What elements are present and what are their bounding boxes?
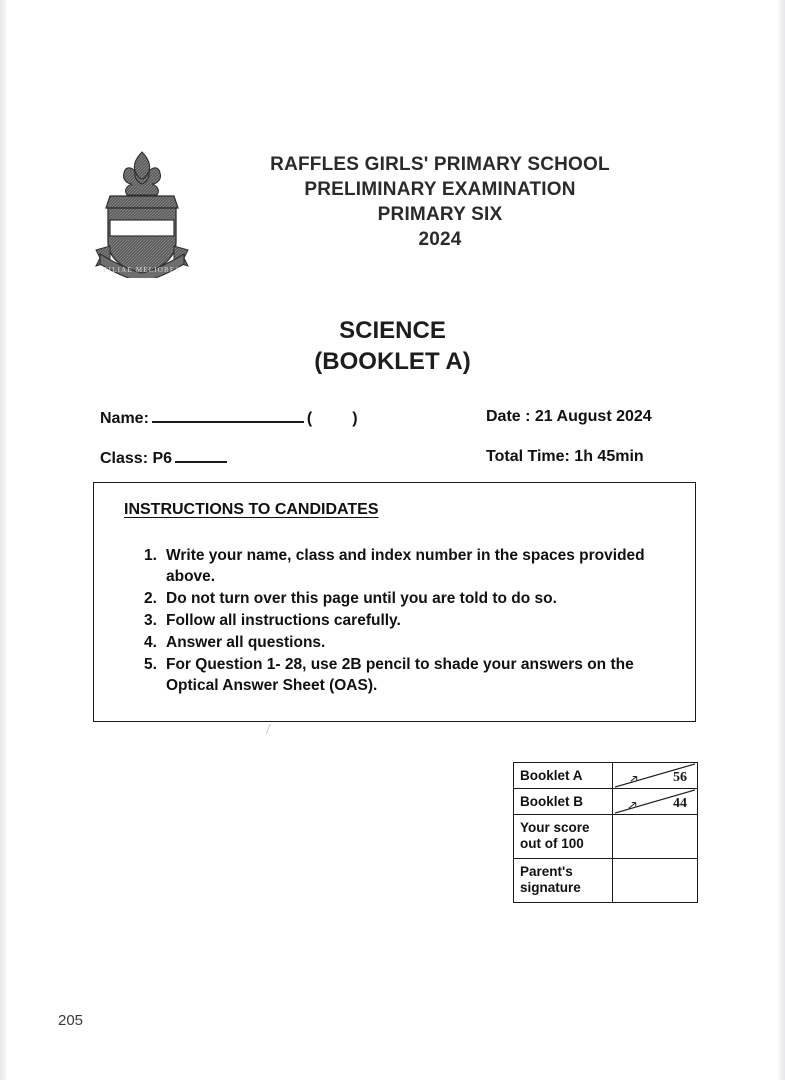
total-time: Total Time: 1h 45min (486, 448, 644, 465)
instructions-box (93, 482, 696, 722)
table-row (514, 789, 698, 815)
class-field-row (100, 448, 230, 468)
level-name: PRIMARY SIX (377, 204, 503, 225)
score-row-label: Booklet A (514, 763, 613, 789)
exam-name: PRELIMINARY EXAMINATION (304, 179, 576, 200)
class-label: Class: P6 (100, 450, 173, 467)
score-row-value-cell[interactable] (613, 789, 698, 815)
score-mark-value: 44 (673, 796, 687, 811)
index-close-paren: ) (352, 410, 358, 427)
subject-booklet: (BOOKLET A) (314, 348, 471, 375)
name-label: Name: (100, 410, 149, 427)
score-table (513, 762, 698, 903)
score-row-value-cell[interactable] (613, 815, 698, 859)
table-row (514, 815, 698, 859)
document-header (8, 140, 777, 290)
handwritten-stray-mark: / (265, 721, 271, 739)
school-crest-icon (86, 146, 198, 278)
score-row-label: Booklet B (514, 789, 613, 815)
page-number: 205 (58, 1012, 84, 1029)
crest-motto-text: FILIAE MELIORES (103, 266, 181, 274)
table-row (514, 763, 698, 789)
name-input-line[interactable] (152, 408, 304, 423)
exam-date: Date : 21 August 2024 (486, 408, 652, 425)
instruction-item: For Question 1- 28, use 2B pencil to shade your answers on the Optical Answer Sheet (OAS). (166, 656, 634, 694)
instruction-item: Do not turn over this page until you are told to do so. (166, 590, 557, 607)
score-row-label: Your score out of 100 (514, 815, 613, 859)
score-mark-value: 56 (673, 770, 687, 785)
class-input-line[interactable] (175, 448, 227, 463)
index-open-paren: ( (306, 410, 313, 427)
parent-signature-cell[interactable] (613, 859, 698, 903)
instructions-title: INSTRUCTIONS TO CANDIDATES (124, 501, 379, 518)
subject-block (8, 316, 777, 378)
instructions-list (114, 545, 681, 697)
candidate-fields (8, 404, 777, 476)
score-row-value-cell[interactable] (613, 763, 698, 789)
page-edge-right (777, 0, 785, 1080)
school-name: RAFFLES GIRLS' PRIMARY SCHOOL (270, 154, 610, 175)
name-field-row (100, 408, 358, 428)
exam-year: 2024 (418, 229, 462, 250)
instruction-item: Write your name, class and index number in the spaces provided above. (166, 547, 645, 585)
school-title-block (190, 152, 690, 252)
instruction-item: Answer all questions. (166, 634, 326, 651)
instruction-item: Follow all instructions carefully. (166, 612, 401, 629)
exam-paper-sheet (8, 0, 777, 1080)
page-edge-left (0, 0, 8, 1080)
table-row (514, 859, 698, 903)
score-row-label: Parent's signature (514, 859, 613, 903)
subject-name: SCIENCE (339, 317, 446, 344)
